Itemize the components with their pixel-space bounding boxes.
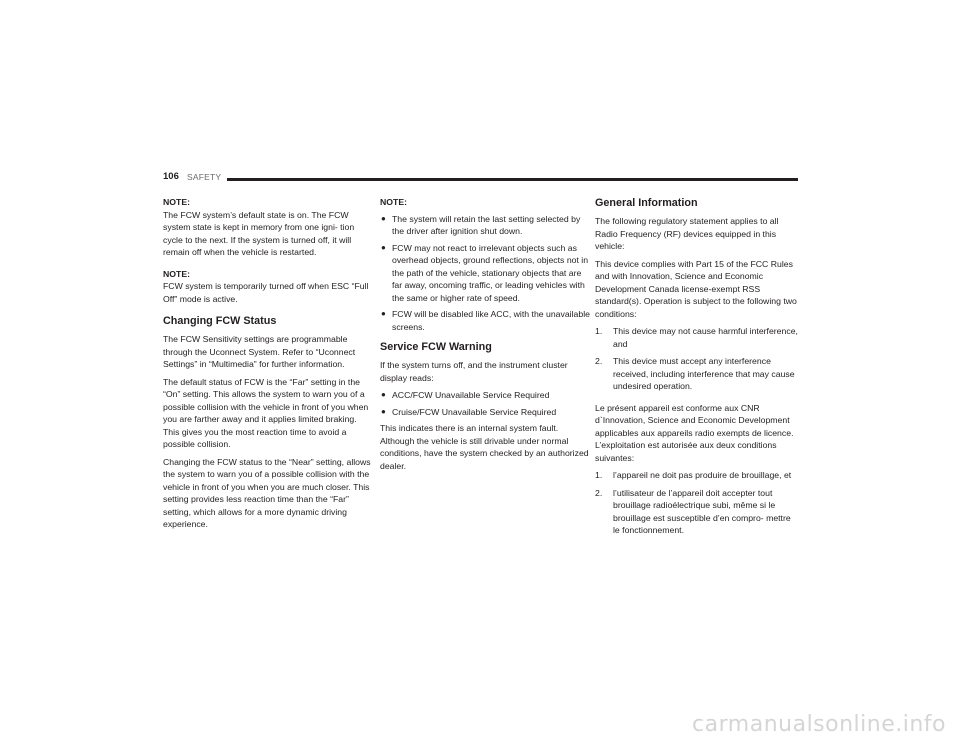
list-item	[380, 213, 590, 238]
paragraph: Le présent appareil est conforme aux CNR d`Innovation, Science and Economic Development applicables aux appareils radio exempts de licence. L’exploitation est autorisée aux deux conditions suivantes:	[595, 402, 794, 463]
list-text: This device may not cause harmful interference, and	[613, 326, 798, 349]
watermark: carmanualsonline.info	[692, 712, 946, 737]
note-text: FCW system is temporarily turned off when ESC “Full Off” mode is active.	[163, 281, 369, 304]
bullet-icon: ●	[381, 242, 386, 252]
list-text: l’appareil ne doit pas produire de brouillage, et	[613, 470, 792, 480]
list-item	[380, 406, 590, 419]
section-title: SAFETY	[187, 172, 222, 182]
bullet-text: Cruise/FCW Unavailable Service Required	[392, 406, 557, 417]
page-number: 106	[163, 171, 179, 182]
bullet-text: The system will retain the last setting selected by the driver after ignition shut down.	[392, 213, 581, 236]
list-text: l’utilisateur de l’appareil doit accepter tout brouillage radioélectrique subi, même si le brouillage est susceptible d’en compro- mettre le fonctionnement.	[613, 487, 791, 535]
section-heading-changing-fcw-status: Changing FCW Status	[163, 315, 277, 327]
note-text: The FCW system’s default state is on. The FCW system state is kept in memory from one igni- tion cycle to the next. If the system is turned off, it will remain off when the vehicle is restarted.	[163, 209, 355, 257]
bullet-icon: ●	[381, 390, 386, 399]
note-label: NOTE:	[163, 197, 191, 207]
paragraph: Changing the FCW status to the “Near” setting, allows the system to warn you of a possible collision with the vehicle in front of you when you are much closer. This setting provides less reaction time than the “Far” setting, which allows for a more dynamic driving experience.	[163, 456, 371, 529]
bullet-text: FCW may not react to irrelevant objects such as overhead objects, ground reflections, objects not in the path of the vehicle, stationary objects that are far away, oncoming traffic, or leading vehicles with the same or higher rate of speed.	[392, 242, 589, 303]
section-heading-service-fcw-warning: Service FCW Warning	[380, 341, 492, 353]
paragraph: The following regulatory statement applies to all Radio Frequency (RF) devices equipped in this vehicle:	[595, 216, 779, 251]
list-item	[595, 469, 799, 482]
conditions-list-en	[595, 325, 799, 393]
column-left	[163, 196, 373, 536]
bullet-text: FCW will be disabled like ACC, with the unavailable screens.	[392, 309, 590, 332]
list-number: 2.	[595, 356, 603, 366]
list-item	[380, 389, 590, 402]
column-middle	[380, 196, 590, 477]
display-message-list	[380, 389, 590, 418]
bullet-icon: ●	[381, 309, 386, 318]
list-number: 2.	[595, 487, 603, 498]
paragraph: This device complies with Part 15 of the FCC Rules and with Innovation, Science and Economic Development Canada license-exempt RSS standard(s). Operation is subject to the following two conditions:	[595, 258, 797, 319]
list-number: 1.	[595, 326, 603, 336]
section-heading-general-information: General Information	[595, 197, 698, 209]
list-item	[595, 325, 799, 350]
bullet-icon: ●	[381, 406, 386, 416]
paragraph: The default status of FCW is the “Far” setting in the “On” setting. This allows the system to warn you of a possible collision with the vehicle in front of you when you are farther away and it applies limited braking. This gives you the most reaction time to avoid a possible collision.	[163, 376, 369, 449]
list-item	[595, 487, 799, 537]
bullet-text: ACC/FCW Unavailable Service Required	[392, 390, 550, 400]
note-label: NOTE:	[163, 268, 191, 279]
page-header	[163, 171, 798, 185]
list-number: 1.	[595, 470, 603, 480]
column-right	[595, 196, 799, 546]
list-text: This device must accept any interference received, including interference that may cause undesired operation.	[613, 356, 795, 391]
note-bullet-list	[380, 213, 590, 334]
paragraph: If the system turns off, and the instrument cluster display reads:	[380, 360, 568, 383]
list-item	[595, 355, 799, 393]
paragraph: This indicates there is an internal system fault. Although the vehicle is still drivable under normal conditions, have the system checked by an authorized dealer.	[380, 423, 589, 471]
list-item	[380, 242, 590, 305]
list-item	[380, 308, 590, 333]
conditions-list-fr	[595, 469, 799, 537]
bullet-icon: ●	[381, 213, 386, 223]
note-label: NOTE:	[380, 197, 408, 207]
header-rule	[227, 178, 798, 181]
paragraph: The FCW Sensitivity settings are programmable through the Uconnect System. Refer to “Uconnect Settings” in “Multimedia” for further information.	[163, 334, 356, 369]
